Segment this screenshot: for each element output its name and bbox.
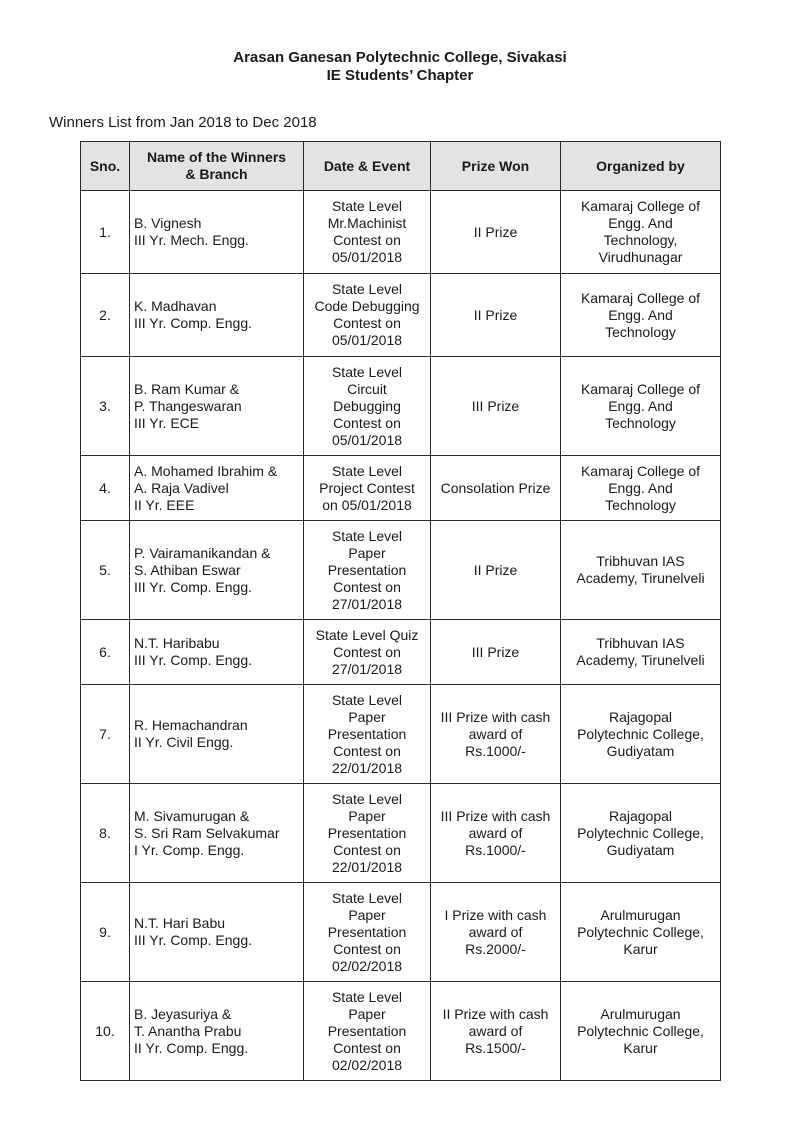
winner-name-cell-line: I Yr. Comp. Engg.	[134, 841, 245, 858]
winner-name-cell-line: T. Anantha Prabu	[134, 1022, 242, 1039]
date-event-cell-line: Contest on	[333, 742, 401, 759]
date-event-cell-line: State Level	[331, 988, 403, 1005]
winners-table	[80, 141, 721, 1081]
winner-name-cell-line: B. Vignesh	[134, 215, 202, 231]
date-event-cell	[304, 191, 431, 274]
date-event-cell-line: State Level	[331, 462, 403, 479]
organizer-cell-line: Polytechnic College,	[577, 923, 704, 940]
winner-name-cell	[130, 456, 304, 521]
sno-cell: 8.	[81, 784, 130, 883]
date-event-cell	[304, 883, 431, 982]
winner-name-cell-line: P. Vairamanikandan &	[134, 544, 271, 561]
winner-name-cell	[130, 274, 304, 357]
prize-cell-line: Rs.1500/-	[465, 1039, 526, 1056]
organizer-cell-line: Tribhuvan IAS	[596, 635, 685, 651]
winner-name-cell-line: II Yr. Comp. Engg.	[134, 1039, 249, 1056]
prize-cell-line: award of	[468, 923, 523, 940]
prize-cell-line: award of	[468, 824, 523, 841]
date-event-cell-line: 22/01/2018	[331, 759, 403, 776]
date-event-cell-line: 22/01/2018	[331, 858, 403, 875]
date-event-cell-line: Contest on	[333, 1039, 401, 1056]
header-prize: Prize Won	[431, 142, 561, 191]
prize-cell	[431, 883, 561, 982]
date-event-cell-line: 27/01/2018	[331, 660, 403, 677]
prize-cell-line: III Prize	[471, 643, 520, 660]
prize-cell	[431, 521, 561, 620]
winner-name-cell-line: III Yr. Comp. Engg.	[134, 315, 253, 331]
winner-name-cell	[130, 784, 304, 883]
organizer-cell-line: Tribhuvan IAS	[596, 553, 685, 569]
organizer-cell	[561, 521, 721, 620]
winner-name-cell-line: III Yr. Comp. Engg.	[134, 652, 253, 668]
winner-name-cell-line: III Yr. Comp. Engg.	[134, 932, 253, 948]
sno-cell: 4.	[81, 456, 130, 521]
date-event-cell-line: State Level	[331, 691, 403, 708]
prize-cell	[431, 685, 561, 784]
winner-name-cell-line: S. Sri Ram Selvakumar	[134, 824, 280, 841]
date-event-cell-line: Project Contest	[319, 479, 415, 496]
organizer-cell	[561, 982, 721, 1081]
date-event-cell-line: Presentation	[327, 1022, 407, 1039]
organizer-cell	[561, 274, 721, 357]
date-event-cell-line: State Level	[331, 363, 403, 380]
winner-name-cell-line: N.T. Hari Babu	[134, 915, 226, 931]
date-event-cell-line: 05/01/2018	[331, 431, 403, 448]
date-event-cell-line: Contest on	[333, 315, 401, 331]
table-header-row	[81, 142, 721, 191]
organizer-cell-line: Technology	[605, 323, 676, 340]
list-subtitle: Winners List from Jan 2018 to Dec 2018	[49, 114, 317, 131]
date-event-cell-line: 05/01/2018	[331, 249, 403, 265]
header-name-line2: & Branch	[185, 166, 248, 182]
date-event-cell	[304, 784, 431, 883]
organizer-cell-line: Kamaraj College of	[580, 462, 701, 479]
organizer-cell	[561, 357, 721, 456]
prize-cell	[431, 274, 561, 357]
winner-name-cell	[130, 191, 304, 274]
organizer-cell-line: Rajagopal	[608, 807, 673, 824]
date-event-cell	[304, 456, 431, 521]
date-event-cell-line: 02/02/2018	[331, 1056, 403, 1073]
date-event-cell-line: State Level Quiz	[315, 626, 419, 643]
organizer-cell-line: Academy, Tirunelveli	[576, 652, 705, 668]
date-event-cell-line: Presentation	[327, 561, 407, 578]
prize-cell-line: II Prize	[473, 223, 518, 240]
sno-cell: 5.	[81, 521, 130, 620]
date-event-cell-line: Presentation	[327, 824, 407, 841]
date-event-cell-line: 05/01/2018	[331, 332, 403, 348]
organizer-cell-line: Arulmurugan	[600, 906, 681, 923]
organizer-cell-line: Kamaraj College of	[580, 380, 701, 397]
organizer-cell	[561, 620, 721, 685]
sno-cell: 9.	[81, 883, 130, 982]
date-event-cell-line: Paper	[348, 807, 386, 824]
date-event-cell-line: Contest on	[333, 232, 401, 248]
date-event-cell-line: State Level	[331, 281, 403, 297]
sno-cell: 6.	[81, 620, 130, 685]
prize-cell-line: III Prize	[471, 397, 520, 414]
organizer-cell-line: Virudhunagar	[598, 249, 683, 265]
winner-name-cell-line: B. Jeyasuriya &	[134, 1005, 232, 1022]
organizer-cell-line: Polytechnic College,	[577, 824, 704, 841]
organizer-cell-line: Rajagopal	[608, 708, 673, 725]
winner-name-cell-line: III Yr. Comp. Engg.	[134, 578, 253, 595]
winner-name-cell-line: A. Raja Vadivel	[134, 479, 229, 496]
prize-cell-line: Rs.2000/-	[465, 940, 526, 957]
date-event-cell-line: State Level	[331, 527, 403, 544]
prize-cell-line: II Prize	[473, 306, 518, 323]
date-event-cell-line: Contest on	[333, 578, 401, 595]
date-event-cell-line: Code Debugging	[314, 298, 420, 314]
organizer-cell-line: Engg. And	[608, 397, 673, 414]
date-event-cell	[304, 982, 431, 1081]
organizer-cell-line: Karur	[623, 940, 658, 957]
prize-cell-line: II Prize with cash	[442, 1005, 549, 1022]
prize-cell	[431, 982, 561, 1081]
table-row	[81, 274, 721, 357]
header-sno: Sno.	[81, 142, 130, 191]
winner-name-cell	[130, 357, 304, 456]
prize-cell-line: I Prize with cash	[444, 906, 547, 923]
date-event-cell-line: Debugging	[333, 397, 401, 414]
table-row	[81, 456, 721, 521]
date-event-cell-line: Contest on	[333, 414, 401, 431]
college-title: Arasan Ganesan Polytechnic College, Sivakasi	[233, 49, 567, 66]
prize-cell	[431, 191, 561, 274]
date-event-cell-line: Contest on	[333, 643, 401, 660]
organizer-cell-line: Arulmurugan	[600, 1005, 681, 1022]
winner-name-cell-line: R. Hemachandran	[134, 717, 248, 733]
date-event-cell-line: Presentation	[327, 923, 407, 940]
organizer-cell-line: Technology,	[603, 232, 678, 248]
winner-name-cell-line: III Yr. Mech. Engg.	[134, 232, 249, 248]
organizer-cell	[561, 191, 721, 274]
winner-name-cell-line: N.T. Haribabu	[134, 635, 220, 651]
winner-name-cell-line: K. Madhavan	[134, 298, 217, 314]
organizer-cell-line: Technology	[605, 414, 676, 431]
organizer-cell	[561, 883, 721, 982]
prize-cell-line: III Prize with cash	[440, 708, 551, 725]
prize-cell-line: Rs.1000/-	[465, 742, 526, 759]
date-event-cell-line: State Level	[331, 889, 403, 906]
winner-name-cell-line: III Yr. ECE	[134, 414, 200, 431]
sno-cell: 2.	[81, 274, 130, 357]
organizer-cell-line: Engg. And	[608, 306, 673, 323]
winner-name-cell	[130, 982, 304, 1081]
prize-cell	[431, 620, 561, 685]
organizer-cell-line: Kamaraj College of	[580, 289, 701, 306]
organizer-cell	[561, 456, 721, 521]
header-name-line1: Name of the Winners	[146, 149, 287, 165]
winner-name-cell-line: B. Ram Kumar &	[134, 380, 240, 397]
organizer-cell-line: Polytechnic College,	[577, 725, 704, 742]
sno-cell: 7.	[81, 685, 130, 784]
date-event-cell-line: Contest on	[333, 841, 401, 858]
date-event-cell-line: State Level	[331, 790, 403, 807]
chapter-title: IE Students’ Chapter	[326, 67, 474, 84]
date-event-cell	[304, 274, 431, 357]
prize-cell-line: II Prize	[473, 561, 518, 578]
prize-cell-line: award of	[468, 1022, 523, 1039]
date-event-cell-line: 27/01/2018	[331, 595, 403, 612]
header-organized-by: Organized by	[561, 142, 721, 191]
organizer-cell-line: Polytechnic College,	[577, 1022, 704, 1039]
prize-cell	[431, 784, 561, 883]
winner-name-cell	[130, 521, 304, 620]
organizer-cell-line: Academy, Tirunelveli	[576, 570, 705, 586]
sno-cell: 3.	[81, 357, 130, 456]
header-date-event: Date & Event	[304, 142, 431, 191]
prize-cell	[431, 456, 561, 521]
prize-cell-line: III Prize with cash	[440, 807, 551, 824]
date-event-cell	[304, 620, 431, 685]
date-event-cell-line: Paper	[348, 1005, 386, 1022]
winner-name-cell-line: P. Thangeswaran	[134, 397, 242, 414]
table-row	[81, 357, 721, 456]
date-event-cell-line: 02/02/2018	[331, 957, 403, 974]
date-event-cell	[304, 685, 431, 784]
organizer-cell-line: Technology	[605, 496, 676, 513]
organizer-cell-line: Gudiyatam	[606, 841, 675, 858]
date-event-cell	[304, 521, 431, 620]
prize-cell	[431, 357, 561, 456]
header-name	[130, 142, 304, 191]
winner-name-cell-line: S. Athiban Eswar	[134, 561, 241, 578]
sno-cell: 10.	[81, 982, 130, 1081]
date-event-cell-line: State Level	[331, 198, 403, 214]
table-row	[81, 982, 721, 1081]
date-event-cell-line: Circuit	[347, 380, 387, 397]
sno-cell: 1.	[81, 191, 130, 274]
date-event-cell-line: on 05/01/2018	[322, 496, 412, 513]
table-row	[81, 784, 721, 883]
prize-cell-line: Consolation Prize	[440, 479, 551, 496]
organizer-cell	[561, 685, 721, 784]
table-row	[81, 883, 721, 982]
winners-table-body	[81, 191, 721, 1081]
winner-name-cell	[130, 883, 304, 982]
winner-name-cell-line: II Yr. EEE	[134, 496, 195, 513]
organizer-cell-line: Engg. And	[608, 215, 673, 231]
table-row	[81, 685, 721, 784]
date-event-cell-line: Presentation	[327, 725, 407, 742]
date-event-cell	[304, 357, 431, 456]
date-event-cell-line: Paper	[348, 708, 386, 725]
winner-name-cell-line: II Yr. Civil Engg.	[134, 734, 234, 750]
table-row	[81, 191, 721, 274]
prize-cell-line: Rs.1000/-	[465, 841, 526, 858]
winner-name-cell-line: A. Mohamed Ibrahim &	[134, 462, 278, 479]
date-event-cell-line: Contest on	[333, 940, 401, 957]
prize-cell-line: award of	[468, 725, 523, 742]
date-event-cell-line: Paper	[348, 906, 386, 923]
winner-name-cell	[130, 685, 304, 784]
winner-name-cell-line: M. Sivamurugan &	[134, 807, 250, 824]
table-row	[81, 620, 721, 685]
organizer-cell-line: Gudiyatam	[606, 742, 675, 759]
organizer-cell-line: Karur	[623, 1039, 658, 1056]
table-row	[81, 521, 721, 620]
organizer-cell-line: Engg. And	[608, 479, 673, 496]
document-header	[0, 49, 800, 85]
winner-name-cell	[130, 620, 304, 685]
organizer-cell	[561, 784, 721, 883]
date-event-cell-line: Paper	[348, 544, 386, 561]
organizer-cell-line: Kamaraj College of	[580, 198, 701, 214]
date-event-cell-line: Mr.Machinist	[327, 215, 407, 231]
